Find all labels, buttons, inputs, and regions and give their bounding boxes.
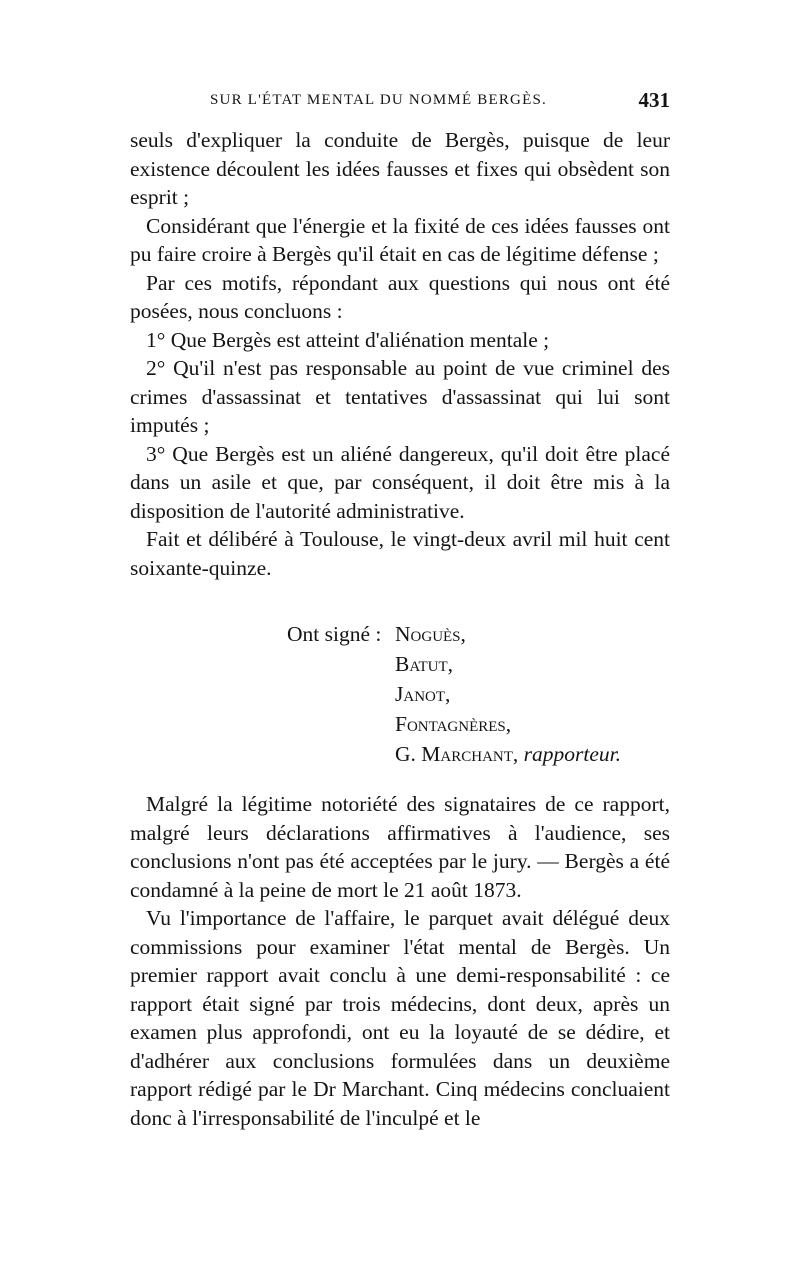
signatory-name: G. Marchant, rapporteur. xyxy=(395,742,622,766)
paragraph: Malgré la légitime notoriété des signataires de ce rapport, malgré leurs déclarations affirmatives à l'audience, ses conclusions n'ont pas été acceptées par le jury. — Bergès a été condamné à la peine de mort le 21 août 1873. xyxy=(130,792,670,902)
signatory-name: Batut, xyxy=(395,652,454,676)
paragraph: Fait et délibéré à Toulouse, le vingt-deux avril mil huit cent soixante-quinze. xyxy=(130,527,670,580)
paragraph: 3° Que Bergès est un aliéné dangereux, qu'il doit être placé dans un asile et que, par conséquent, il doit être mis à la disposition de l'autorité administrative. xyxy=(130,441,670,523)
signature-label: Ont signé : xyxy=(287,622,382,646)
paragraph: Considérant que l'énergie et la fixité de ces idées fausses ont pu faire croire à Bergès qu'il était en cas de légitime défense ; xyxy=(130,213,670,266)
signatory-name: Fontagnères, xyxy=(395,712,512,736)
paragraph: Par ces motifs, répondant aux questions qui nous ont été posées, nous concluons : xyxy=(130,270,670,323)
text-block-lower xyxy=(130,790,670,1132)
page-header xyxy=(130,88,670,116)
signatory-role: rapporteur. xyxy=(523,742,622,766)
paragraph: Vu l'importance de l'affaire, le parquet avait délégué deux commissions pour examiner l'état mental de Bergès. Un premier rapport avait conclu à une demi-responsabilité : ce rapport était signé par trois médecins, dont deux, après un examen plus approfondi, ont eu la loyauté de se dédire, et d'adhérer aux conclusions formulées dans un deuxième rapport rédigé par le Dr Marchant. Cinq médecins concluaient donc à l'irresponsabilité de l'inculpé et le xyxy=(130,906,670,1130)
running-title: SUR L'ÉTAT MENTAL DU NOMMÉ BERGÈS. xyxy=(210,92,547,108)
signatory-name: Noguès, xyxy=(395,622,466,646)
paragraph: seuls d'expliquer la conduite de Bergès, puisque de leur existence découlent les idées fausses et fixes qui obsèdent son esprit ; xyxy=(130,128,670,209)
paragraph: 1° Que Bergès est atteint d'aliénation mentale ; xyxy=(146,327,550,352)
signatory-name: Janot, xyxy=(395,682,451,706)
text-block-upper xyxy=(130,126,670,582)
paragraph: 2° Qu'il n'est pas responsable au point de vue criminel des crimes d'assassinat et tentatives d'assassinat qui lui sont imputés ; xyxy=(130,356,670,437)
page-number: 431 xyxy=(638,88,670,112)
